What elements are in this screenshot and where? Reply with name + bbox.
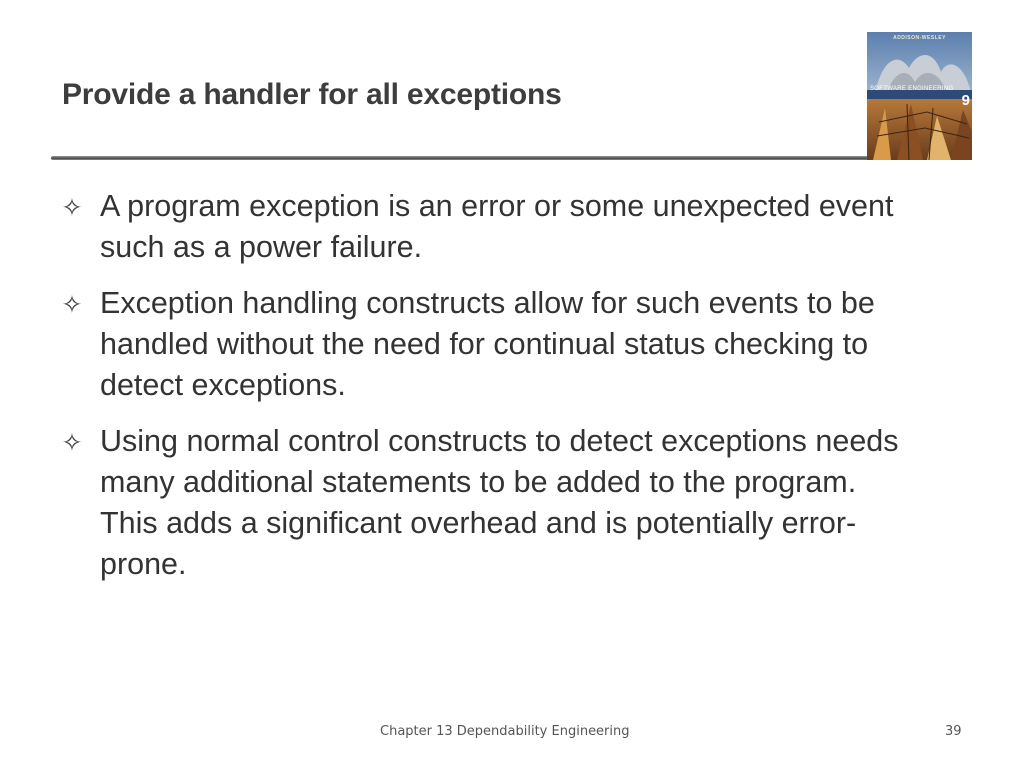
cover-artwork <box>867 32 972 160</box>
cover-title-text: SOFTWARE ENGINEERING <box>870 86 954 92</box>
cover-edition-number: 9 <box>961 92 970 109</box>
bullet-text: Exception handling constructs allow for such events to be handled without the need for continual status checking to detect exceptions. <box>100 286 875 402</box>
slide-footer: Chapter 13 Dependability Engineering <box>380 724 630 739</box>
four-pointed-star-icon: ✧ <box>61 290 83 319</box>
bullet-text: Using normal control constructs to detect exceptions needs many additional statements to be added to the program. This adds a significant overhead and is potentially error-prone. <box>100 424 899 581</box>
page-number: 39 <box>945 724 962 739</box>
four-pointed-star-icon: ✧ <box>61 428 83 457</box>
bullet-item <box>62 421 902 585</box>
title-divider <box>51 156 869 160</box>
bullet-text: A program exception is an error or some unexpected event such as a power failure. <box>100 189 894 264</box>
book-cover-image <box>867 32 972 160</box>
four-pointed-star-icon: ✧ <box>61 193 83 222</box>
cover-publisher-text: ADDISON-WESLEY <box>893 35 946 41</box>
bullet-list <box>62 186 902 600</box>
bullet-item <box>62 186 902 268</box>
slide-title: Provide a handler for all exceptions <box>62 78 562 111</box>
bullet-item <box>62 283 902 406</box>
